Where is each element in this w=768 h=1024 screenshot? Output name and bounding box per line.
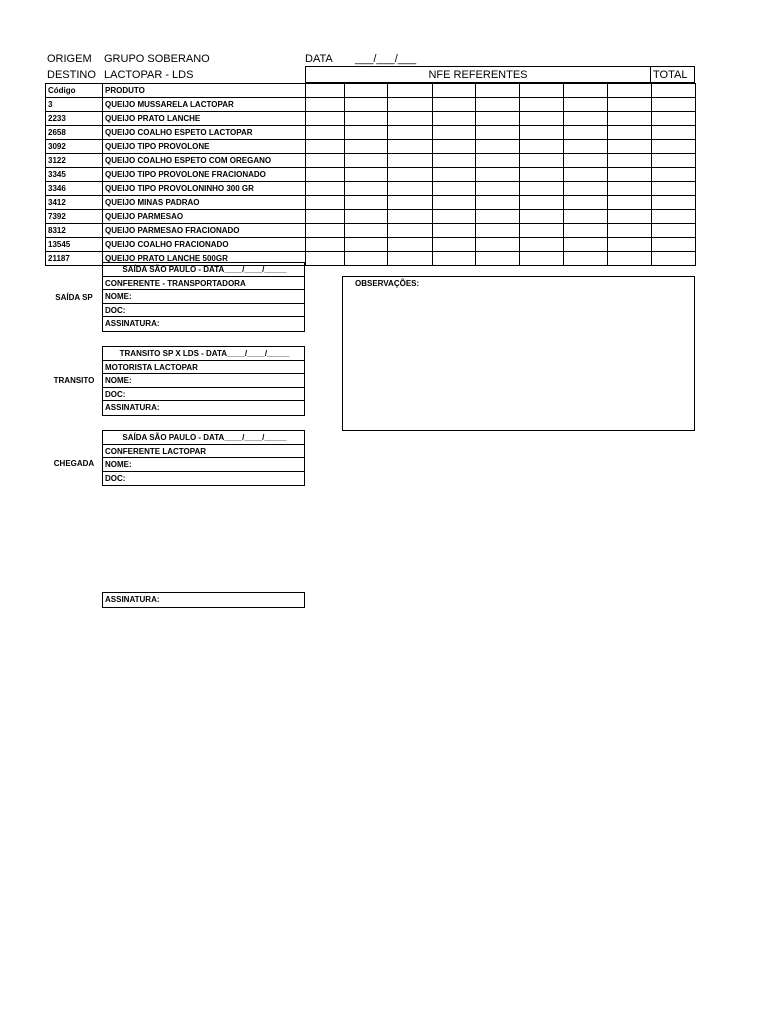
- nfe-cell[interactable]: [345, 182, 388, 196]
- nfe-cell[interactable]: [476, 98, 520, 112]
- nfe-cell[interactable]: [608, 140, 652, 154]
- produto-cell: QUEIJO TIPO PROVOLONE: [103, 140, 306, 154]
- nfe-cell[interactable]: [345, 112, 388, 126]
- produto-cell: QUEIJO PARMESAO: [103, 210, 306, 224]
- total-cell[interactable]: [652, 154, 696, 168]
- transito-side-label: TRANSITO: [53, 376, 95, 385]
- produto-cell: QUEIJO MUSSARELA LACTOPAR: [103, 98, 306, 112]
- total-cell[interactable]: [652, 252, 696, 266]
- nfe-cell[interactable]: [476, 238, 520, 252]
- nfe-cell[interactable]: [564, 140, 608, 154]
- product-table: [45, 83, 696, 266]
- nfe-cell[interactable]: [476, 112, 520, 126]
- nfe-cell[interactable]: [608, 112, 652, 126]
- table-row: [46, 210, 696, 224]
- nfe-cell[interactable]: [564, 238, 608, 252]
- table-row: [46, 224, 696, 238]
- transito-doc-field[interactable]: DOC:: [103, 388, 304, 402]
- nfe-cell[interactable]: [520, 210, 564, 224]
- nfe-cell[interactable]: [564, 98, 608, 112]
- nfe-cell[interactable]: [564, 224, 608, 238]
- origem-label: ORIGEM: [47, 53, 92, 65]
- table-row: [46, 154, 696, 168]
- produto-cell: QUEIJO TIPO PROVOLONE FRACIONADO: [103, 168, 306, 182]
- transito-box: [102, 346, 305, 416]
- total-cell[interactable]: [652, 84, 696, 98]
- nfe-cell[interactable]: [306, 238, 345, 252]
- codigo-cell: 3122: [46, 154, 103, 168]
- nfe-cell[interactable]: [306, 126, 345, 140]
- destino-value: LACTOPAR - LDS: [104, 69, 194, 81]
- saida-assinatura-field[interactable]: ASSINATURA:: [105, 319, 160, 328]
- nfe-cell[interactable]: [520, 238, 564, 252]
- nfe-cell[interactable]: [433, 154, 476, 168]
- nfe-cell[interactable]: [476, 252, 520, 266]
- nfe-cell[interactable]: [388, 168, 433, 182]
- nfe-cell[interactable]: [345, 140, 388, 154]
- nfe-cell[interactable]: [345, 196, 388, 210]
- chegada-doc-field[interactable]: DOC:: [105, 473, 126, 483]
- codigo-cell: 2233: [46, 112, 103, 126]
- total-cell[interactable]: [652, 238, 696, 252]
- table-row: [46, 126, 696, 140]
- nfe-cell[interactable]: [564, 210, 608, 224]
- total-cell[interactable]: [652, 168, 696, 182]
- produto-cell: QUEIJO PRATO LANCHE: [103, 112, 306, 126]
- table-row: [46, 238, 696, 252]
- nfe-cell[interactable]: [388, 154, 433, 168]
- origem-value: GRUPO SOBERANO: [104, 53, 210, 65]
- chegada-conferente[interactable]: CONFERENTE LACTOPAR: [103, 445, 304, 459]
- nfe-cell[interactable]: [520, 126, 564, 140]
- nfe-cell[interactable]: [608, 168, 652, 182]
- nfe-cell[interactable]: [608, 252, 652, 266]
- produto-cell: QUEIJO PRATO LANCHE 500GR: [103, 252, 306, 266]
- transito-nome-field[interactable]: NOME:: [103, 374, 304, 388]
- total-cell[interactable]: [652, 196, 696, 210]
- nfe-cell[interactable]: [388, 140, 433, 154]
- data-label: DATA: [305, 53, 333, 65]
- saida-nome-field[interactable]: NOME:: [103, 290, 304, 304]
- nfe-cell[interactable]: [476, 210, 520, 224]
- codigo-cell: 2658: [46, 126, 103, 140]
- nfe-cell[interactable]: [608, 182, 652, 196]
- nfe-cell[interactable]: [476, 126, 520, 140]
- nfe-cell[interactable]: [306, 210, 345, 224]
- saida-side-label: SAÍDA SP: [55, 293, 93, 302]
- codigo-cell: 3346: [46, 182, 103, 196]
- transito-title: TRANSITO SP X LDS - DATA____/____/_____: [103, 347, 304, 361]
- nfe-cell[interactable]: [476, 168, 520, 182]
- nfe-cell[interactable]: [388, 182, 433, 196]
- nfe-cell[interactable]: [433, 126, 476, 140]
- nfe-cell[interactable]: [345, 224, 388, 238]
- nfe-cell[interactable]: [433, 252, 476, 266]
- nfe-cell[interactable]: [476, 140, 520, 154]
- nfe-cell[interactable]: [476, 154, 520, 168]
- total-cell[interactable]: [652, 98, 696, 112]
- col-codigo: Código: [46, 84, 103, 98]
- codigo-cell: 21187: [46, 252, 103, 266]
- nfe-cell[interactable]: [520, 252, 564, 266]
- produto-cell: QUEIJO COALHO ESPETO COM OREGANO: [103, 154, 306, 168]
- nfe-cell[interactable]: [564, 252, 608, 266]
- codigo-cell: 13545: [46, 238, 103, 252]
- nfe-cell[interactable]: [388, 238, 433, 252]
- nfe-cell[interactable]: [608, 98, 652, 112]
- observacoes-box[interactable]: [342, 276, 695, 431]
- nfe-cell[interactable]: [345, 98, 388, 112]
- produto-cell: QUEIJO COALHO ESPETO LACTOPAR: [103, 126, 306, 140]
- table-header-row: [46, 84, 696, 98]
- table-row: [46, 140, 696, 154]
- produto-cell: QUEIJO TIPO PROVOLONINHO 300 GR: [103, 182, 306, 196]
- nfe-cell[interactable]: [388, 252, 433, 266]
- nfe-cell[interactable]: [564, 112, 608, 126]
- saida-doc-field[interactable]: DOC:: [103, 304, 304, 318]
- produto-cell: QUEIJO COALHO FRACIONADO: [103, 238, 306, 252]
- codigo-cell: 3345: [46, 168, 103, 182]
- nfe-cell[interactable]: [476, 224, 520, 238]
- nfe-cell[interactable]: [520, 196, 564, 210]
- final-assinatura-field: ASSINATURA:: [105, 595, 160, 604]
- nfe-cell[interactable]: [306, 84, 345, 98]
- nfe-cell[interactable]: [345, 126, 388, 140]
- nfe-cell[interactable]: [345, 154, 388, 168]
- nfe-cell[interactable]: [433, 224, 476, 238]
- nfe-cell[interactable]: [608, 126, 652, 140]
- destino-label: DESTINO: [47, 69, 96, 81]
- nfe-cell[interactable]: [520, 224, 564, 238]
- chegada-title: SAÍDA SÃO PAULO - DATA____/____/_____: [103, 431, 304, 445]
- nfe-cell[interactable]: [520, 112, 564, 126]
- nfe-cell[interactable]: [306, 154, 345, 168]
- codigo-cell: 3092: [46, 140, 103, 154]
- observacoes-label: OBSERVAÇÕES:: [355, 279, 420, 288]
- saida-conferente[interactable]: CONFERENTE - TRANSPORTADORA: [103, 277, 304, 291]
- nfe-cell[interactable]: [433, 196, 476, 210]
- nfe-cell[interactable]: [388, 224, 433, 238]
- nfe-cell[interactable]: [608, 196, 652, 210]
- nfe-cell[interactable]: [306, 196, 345, 210]
- total-cell[interactable]: [652, 140, 696, 154]
- nfe-cell[interactable]: [564, 182, 608, 196]
- codigo-cell: 7392: [46, 210, 103, 224]
- nfe-cell[interactable]: [608, 224, 652, 238]
- codigo-cell: 3412: [46, 196, 103, 210]
- nfe-cell[interactable]: [388, 196, 433, 210]
- nfe-cell[interactable]: [433, 140, 476, 154]
- nfe-cell[interactable]: [345, 84, 388, 98]
- nfe-cell[interactable]: [608, 154, 652, 168]
- chegada-box: [102, 430, 305, 486]
- final-assinatura-box[interactable]: [102, 592, 305, 608]
- nfe-cell[interactable]: [433, 238, 476, 252]
- nfe-header: NFE REFERENTES: [305, 66, 651, 83]
- nfe-cell[interactable]: [306, 112, 345, 126]
- nfe-cell[interactable]: [608, 238, 652, 252]
- codigo-cell: 3: [46, 98, 103, 112]
- codigo-cell: 8312: [46, 224, 103, 238]
- nfe-cell[interactable]: [520, 168, 564, 182]
- saida-title: SAÍDA SÃO PAULO - DATA____/____/_____: [103, 263, 304, 277]
- nfe-cell[interactable]: [433, 168, 476, 182]
- nfe-cell[interactable]: [388, 126, 433, 140]
- col-produto: PRODUTO: [103, 84, 306, 98]
- total-cell[interactable]: [652, 126, 696, 140]
- nfe-cell[interactable]: [345, 168, 388, 182]
- transito-motorista[interactable]: MOTORISTA LACTOPAR: [103, 361, 304, 375]
- nfe-cell[interactable]: [433, 112, 476, 126]
- nfe-cell[interactable]: [345, 238, 388, 252]
- nfe-cell[interactable]: [476, 84, 520, 98]
- total-cell[interactable]: [652, 112, 696, 126]
- saida-box: [102, 262, 305, 332]
- nfe-cell[interactable]: [306, 182, 345, 196]
- nfe-cell[interactable]: [564, 154, 608, 168]
- nfe-cell[interactable]: [564, 84, 608, 98]
- produto-cell: QUEIJO PARMESAO FRACIONADO: [103, 224, 306, 238]
- nfe-cell[interactable]: [388, 98, 433, 112]
- nfe-cell[interactable]: [520, 154, 564, 168]
- nfe-cell[interactable]: [306, 98, 345, 112]
- nfe-cell[interactable]: [433, 210, 476, 224]
- nfe-cell[interactable]: [433, 182, 476, 196]
- nfe-cell[interactable]: [520, 140, 564, 154]
- table-row: [46, 196, 696, 210]
- produto-cell: QUEIJO MINAS PADRAO: [103, 196, 306, 210]
- table-row: [46, 98, 696, 112]
- nfe-cell[interactable]: [345, 252, 388, 266]
- chegada-nome-field[interactable]: NOME:: [103, 458, 304, 472]
- nfe-cell[interactable]: [564, 196, 608, 210]
- nfe-cell[interactable]: [388, 84, 433, 98]
- total-cell[interactable]: [652, 182, 696, 196]
- table-row: [46, 182, 696, 196]
- table-row: [46, 112, 696, 126]
- nfe-cell[interactable]: [608, 84, 652, 98]
- table-row: [46, 168, 696, 182]
- nfe-cell[interactable]: [520, 98, 564, 112]
- nfe-cell[interactable]: [520, 84, 564, 98]
- total-cell[interactable]: [652, 224, 696, 238]
- nfe-cell[interactable]: [433, 98, 476, 112]
- nfe-cell[interactable]: [476, 196, 520, 210]
- nfe-cell[interactable]: [345, 210, 388, 224]
- nfe-cell[interactable]: [520, 182, 564, 196]
- nfe-cell[interactable]: [564, 126, 608, 140]
- nfe-cell[interactable]: [388, 210, 433, 224]
- total-header: TOTAL: [650, 66, 695, 83]
- chegada-side-label: CHEGADA: [53, 459, 95, 468]
- nfe-cell[interactable]: [433, 84, 476, 98]
- transito-assinatura-field[interactable]: ASSINATURA:: [105, 403, 160, 412]
- nfe-cell[interactable]: [476, 182, 520, 196]
- nfe-cell[interactable]: [306, 140, 345, 154]
- nfe-cell[interactable]: [388, 112, 433, 126]
- nfe-cell[interactable]: [306, 224, 345, 238]
- nfe-cell[interactable]: [608, 210, 652, 224]
- nfe-cell[interactable]: [306, 168, 345, 182]
- nfe-cell[interactable]: [564, 168, 608, 182]
- total-cell[interactable]: [652, 210, 696, 224]
- data-value: ___/___/___: [355, 53, 417, 65]
- nfe-cell[interactable]: [306, 252, 345, 266]
